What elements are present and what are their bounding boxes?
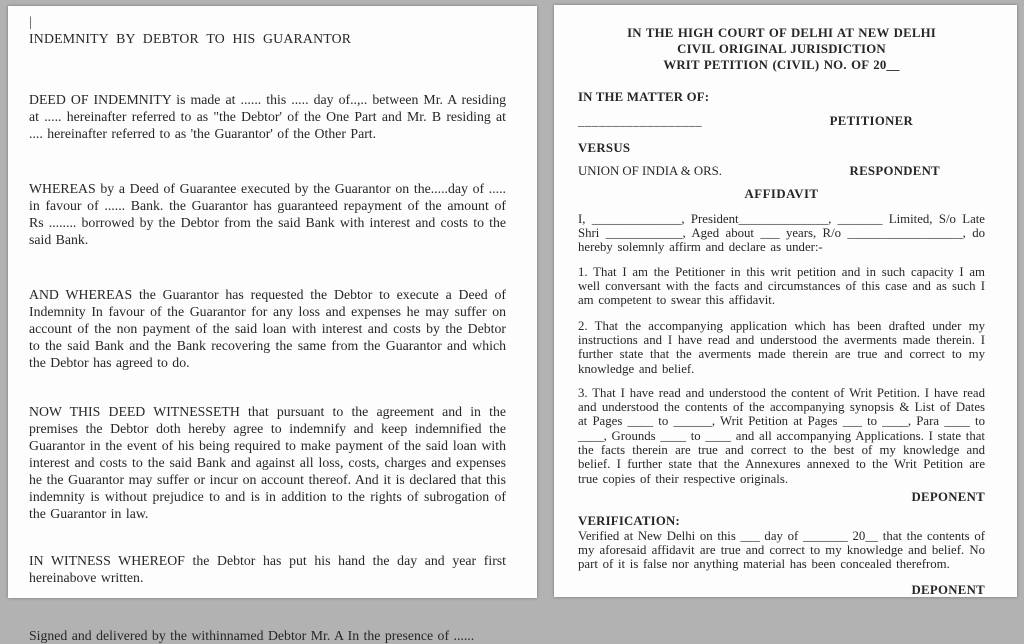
deponent-signature-label-2: DEPONENT xyxy=(911,583,985,598)
verification-heading: VERIFICATION: xyxy=(578,514,680,529)
text-cursor: | xyxy=(29,15,32,30)
jurisdiction-line: CIVIL ORIGINAL JURISDICTION xyxy=(677,42,886,56)
versus-label: VERSUS xyxy=(578,141,631,156)
respondent-name: UNION OF INDIA & ORS. xyxy=(578,163,722,178)
respondent-row xyxy=(578,164,985,179)
court-name-line: IN THE HIGH COURT OF DELHI AT NEW DELHI xyxy=(627,26,936,40)
petition-number-line: WRIT PETITION (CIVIL) NO. OF 20__ xyxy=(663,58,900,72)
respondent-label: RESPONDENT xyxy=(849,163,940,178)
petitioner-row xyxy=(578,114,985,129)
affidavit-title: AFFIDAVIT xyxy=(744,186,819,201)
matter-of-label: IN THE MATTER OF: xyxy=(578,90,710,104)
petitioner-label: PETITIONER xyxy=(829,114,913,129)
witnesseth-paragraph: NOW THIS DEED WITNESSETH that pursuant to the agreement and in the premises the Debtor doth hereby agree to indemnify and keep indemnified the Guarantor in the event of his being required to make payment of the said loan with interest and costs to the said Bank and against all loss, costs, charges and expenses he the Guarantor may suffer or incur on account thereof. And it is declared that this indemnity is without prejudice to and is in addition to the rights of subrogation of the Guarantor in law. xyxy=(29,404,506,521)
page-right-affidavit[interactable] xyxy=(554,5,1017,597)
in-witness-paragraph: IN WITNESS WHEREOF the Debtor has put his hand the day and year first hereinabove written. xyxy=(29,553,506,585)
affidavit-clause-2: 2. That the accompanying application which has been drafted under my instructions and I have read and understood the averments made therein. I further state that the averments made therein are true and correct to my knowledge and belief. xyxy=(578,318,985,376)
deed-opening-paragraph: DEED OF INDEMNITY is made at ...... this ..... day of..,.. between Mr. A residing at ..... hereinafter referred to as "the Debtor' of the One Part and Mr. B residing at .... hereinafter referred to as 'the Guarantor' of the Other Part. xyxy=(29,92,506,141)
deponent-signature-label-1: DEPONENT xyxy=(911,489,985,504)
deponent-intro-paragraph: I, ______________, President______________, _______ Limited, S/o Late Shri ____________, Aged about ___ years, R/o __________________, do hereby solemnly affirm and declare as under:- xyxy=(578,211,985,255)
signed-delivered-paragraph: Signed and delivered by the withinnamed Debtor Mr. A In the presence of ...... xyxy=(29,628,475,643)
affidavit-clause-1: 1. That I am the Petitioner in this writ petition and in such capacity I am well conversant with the facts and circumstances of this case and as such I am competent to swear this affidavit. xyxy=(578,264,985,308)
affidavit-clause-3: 3. That I have read and understood the content of Writ Petition. I have read and understood the contents of the accompanying synopsis & List of Dates at Pages ____ to ______, Writ Petition at Pages ___ to ____, Para ____ to ____, Grounds ____ to ____ and all accompanying Applications. I state that the facts therein are true and correct to the best of my knowledge and belief. I further state that the Annexures annexed to the Writ Petition are true copies of their respective originals. xyxy=(578,385,985,486)
page-left-indemnity-deed[interactable] xyxy=(8,6,537,643)
petitioner-name-blank: __________________ xyxy=(578,114,703,129)
verification-paragraph: Verified at New Delhi on this ___ day of _______ 20__ that the contents of my aforesaid affidavit are true and correct to my knowledge and belief. No part of it is false nor anything material has been concealed therefrom. xyxy=(578,528,985,572)
whereas-paragraph: WHEREAS by a Deed of Guarantee executed by the Guarantor on the.....day of ..... in favour of ...... Bank. the Guarantor has guaranteed repayment of the amount of Rs ........ borrowed by the Debtor from the said Bank with interest and costs to the said Bank. xyxy=(29,181,506,247)
left-page-title: INDEMNITY BY DEBTOR TO HIS GUARANTOR xyxy=(29,31,352,46)
and-whereas-paragraph: AND WHEREAS the Guarantor has requested the Debtor to execute a Deed of Indemnity In favour of the Guarantor for any loss and expenses he may suffer on account of the non payment of the said loan with interest and costs by the Debtor to the said Bank and the Bank recovering the same from the Guarantor and which the Debtor has agreed to do. xyxy=(29,287,506,370)
